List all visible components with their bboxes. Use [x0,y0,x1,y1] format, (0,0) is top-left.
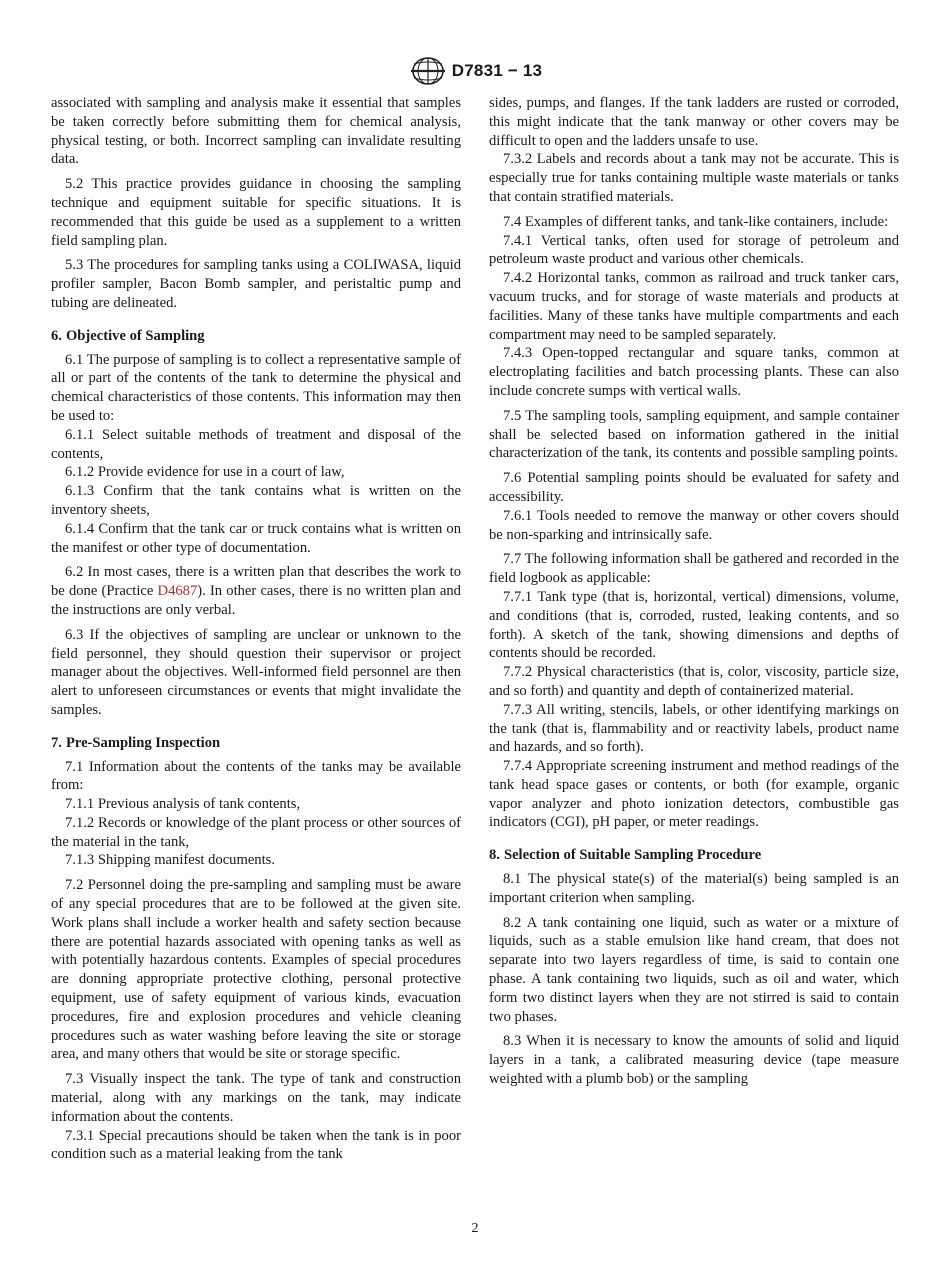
paragraph-8-3: 8.3 When it is necessary to know the amounts of solid and liquid layers in a tank, a calibrated measuring device (tape measure weighted with a plumb bob) or the sampling [489,1033,899,1088]
section-6-heading: 6. Objective of Sampling [51,327,205,344]
paragraph-7-3-1-continued: sides, pumps, and flanges. If the tank ladders are rusted or corroded, this might indicate that the tank manway or other covers may be difficult to open and the ladders unsafe to use. [489,95,899,149]
paragraph-7-4-3: 7.4.3 Open-topped rectangular and square tanks, common at electroplating facilities and batch processing plants. These can also include concrete sumps with vertical walls. [489,345,899,399]
paragraph-7-7-1: 7.7.1 Tank type (that is, horizontal, vertical) dimensions, volume, and conditions (that is, corroded, rusted, leaking contents, and so forth). A sketch of the tank, showing dimensions and depths of contents should be recorded. [489,588,899,662]
page-number: 2 [471,1221,479,1236]
paragraph-7-4-1: 7.4.1 Vertical tanks, often used for storage of petroleum and petroleum waste product and various other chemicals. [489,232,899,268]
paragraph-7-1-3: 7.1.3 Shipping manifest documents. [65,852,275,869]
paragraph-7-2: 7.2 Personnel doing the pre-sampling and sampling must be aware of any special procedures that are to be followed at the given site. Work plans shall include a worker health and safety section because there are potential hazards associated with opening tanks as well as with potentially hazardous contents. Examples of special procedures are donning appropriate protective clothing, personal protective equipment, use of safety equipment of various kinds, evacuation procedures, fire and explosion procedures and vehicle cleaning procedures such as water washing before leaving the site or storage area, and many others that would be site or storage specific. [51,877,461,1063]
paragraph-7-1-1: 7.1.1 Previous analysis of tank contents, [65,796,301,813]
paragraph-6-3: 6.3 If the objectives of sampling are unclear or unknown to the field personnel, they should question their supervisor or project manager about the objectives. Well-informed field personnel are then alert to unforeseen circumstances or events that might invalidate the samples. [51,626,461,718]
paragraph-7-6: 7.6 Potential sampling points should be evaluated for safety and accessibility. [489,470,899,505]
paragraph-7-4: 7.4 Examples of different tanks, and tank-like containers, include: [503,213,889,230]
section-8-heading: 8. Selection of Suitable Sampling Procedure [489,847,762,864]
document-id: D7831 − 13 [451,61,543,80]
paragraph-7-3-2: 7.3.2 Labels and records about a tank may not be accurate. This is especially true for tanks containing multiple waste materials or tanks that contain stratified materials. [489,151,899,205]
paragraph-6-1-4: 6.1.4 Confirm that the tank car or truck contains what is written on the manifest or other type of documentation. [51,520,461,556]
practice-d4687-link[interactable]: D4687 [157,583,198,600]
section-7-heading: 7. Pre-Sampling Inspection [51,734,221,751]
paragraph-6-1-2: 6.1.2 Provide evidence for use in a court of law, [65,464,345,481]
paragraph-7-7-4: 7.7.4 Appropriate screening instrument and method readings of the tank head space gases or contents, or both (for example, organic vapor analyzer and photo ionization detectors, combustible gas indicators (CGI), pH paper, or meter readings. [489,758,899,831]
paragraph-6-1: 6.1 The purpose of sampling is to collect a representative sample of all or part of the contents of the tank to determine the physical and chemical characteristics of those contents. This information may then be used to: [51,351,461,424]
paragraph-6-2: 6.2 In most cases, there is a written plan that describes the work to be done (Practice D4687). In other cases, there is no written plan and the instructions are only verbal. [51,564,461,618]
right-column [489,94,899,1089]
astm-logo-icon [408,56,448,86]
paragraph-5-1-continued: associated with sampling and analysis make it essential that samples be taken correctly before submitting them for chemical analysis, physical testing, or both. Incorrect sampling can invalidate resulting data. [51,95,461,168]
paragraph-6-1-1: 6.1.1 Select suitable methods of treatment and disposal of the contents, [51,426,461,462]
paragraph-8-1: 8.1 The physical state(s) of the material(s) being sampled is an important criterion when sampling. [489,871,899,906]
paragraph-7-1-2: 7.1.2 Records or knowledge of the plant process or other sources of the material in the tank, [51,814,461,850]
paragraph-5-3: 5.3 The procedures for sampling tanks using a COLIWASA, liquid profiler sampler, Bacon Bomb sampler, and peristaltic pump and tubing are delineated. [51,257,461,311]
paragraph-7-3-1: 7.3.1 Special precautions should be taken when the tank is in poor condition such as a material leaking from the tank [51,1127,461,1163]
paragraph-7-7-3: 7.7.3 All writing, stencils, labels, or other identifying markings on the tank (that is, flammability and or reactivity labels, product name and hazards, and so forth). [489,701,899,756]
paragraph-7-6-1: 7.6.1 Tools needed to remove the manway or other covers should be non-sparking and intrinsically safe. [489,507,899,543]
paragraph-7-7-2: 7.7.2 Physical characteristics (that is, color, viscosity, particle size, and so forth) and quantity and depth of containerized material. [489,664,899,699]
paragraph-7-1: 7.1 Information about the contents of the tanks may be available from: [51,758,461,794]
left-column [51,94,461,1164]
paragraph-7-5: 7.5 The sampling tools, sampling equipment, and sample container shall be selected based on information gathered in the initial characterization of the tank, its contents and possible sampling points. [489,407,899,462]
paragraph-7-3: 7.3 Visually inspect the tank. The type of tank and construction material, along with any markings on the tank, may indicate information about the contents. [51,1071,461,1125]
paragraph-6-1-3: 6.1.3 Confirm that the tank contains what is written on the inventory sheets, [51,483,461,518]
paragraph-7-4-2: 7.4.2 Horizontal tanks, common as railroad and truck tanker cars, vacuum trucks, and for storage of waste materials and products at facilities. Many of these tanks have multiple compartments and each compartment may need to be sampled separately. [489,270,899,343]
paragraph-8-2: 8.2 A tank containing one liquid, such as water or a mixture of liquids, such as a stable emulsion like hand cream, that does not separate into two layers regardless of time, is said to contain one phase. A tank containing two liquids, such as oil and water, which form two distinct layers when they are not stirred is said to contain two phases. [489,914,899,1025]
page-header [0,56,950,91]
paragraph-7-7: 7.7 The following information shall be gathered and recorded in the field logbook as applicable: [489,551,899,587]
paragraph-5-2: 5.2 This practice provides guidance in choosing the sampling technique and equipment suitable for specific situations. It is recommended that this guide be used as a supplement to a written field sampling plan. [51,176,461,249]
